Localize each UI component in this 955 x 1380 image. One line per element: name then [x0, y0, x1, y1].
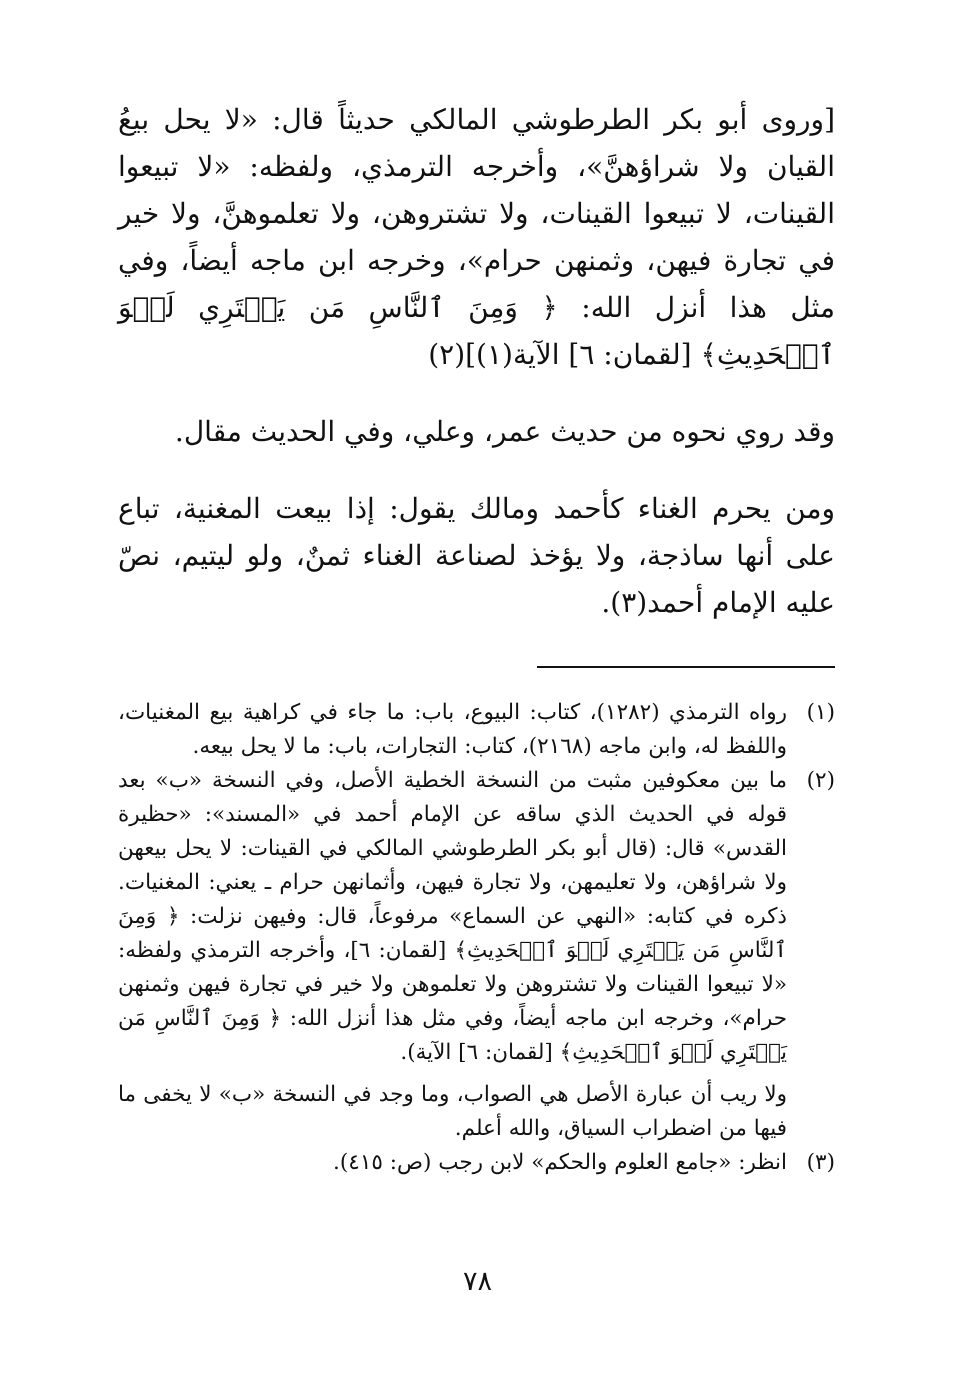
footnote-body	[118, 1146, 787, 1180]
paragraph-1: [وروى أبو بكر الطرطوشي المالكي حديثاً قال: «لا يحل بيعُ القيان ولا شراؤهنَّ»، وأخرجه الترمذي، ولفظه: «لا تبيعوا القينات، لا تبيعوا القينات، ولا تشتروهن، ولا تعلموهنَّ، ولا خير في تجارة فيهن، وثمنهن حرام»، وخرجه ابن ماجه أيضاً، وفي مثل هذا أنزل الله: ﴿ وَمِنَ ٱلنَّاسِ مَن يَشۡتَرِي لَهۡوَ ٱلۡحَدِيثِ﴾ [لقمان: ٦] الآية(١)](٢)	[118, 103, 835, 371]
footnote-separator-wrap	[118, 626, 835, 696]
footnote-1	[118, 696, 835, 764]
footnote-number: (٢)	[806, 768, 835, 793]
footnote-3	[118, 1146, 835, 1180]
page-number: ٧٨	[462, 1266, 492, 1297]
footnotes	[118, 696, 835, 1180]
page-content	[118, 96, 835, 1180]
paragraph-2: وقد روي نحوه من حديث عمر، وعلي، وفي الحديث مقال.	[174, 415, 835, 448]
footnote-number: (٣)	[806, 1150, 835, 1175]
footnote-number: (١)	[806, 700, 835, 725]
footnote-separator	[537, 666, 835, 668]
footnote-body	[118, 696, 787, 764]
main-text	[118, 96, 835, 626]
paragraph-3: ومن يحرم الغناء كأحمد ومالك يقول: إذا بيعت المغنية، تباع على أنها ساذجة، ولا يؤخذ لصناعة الغناء ثمنٌ، ولو ليتيم، نصّ عليه الإمام أحمد(٣).	[118, 492, 835, 619]
footnote-text: رواه الترمذي (١٢٨٢)، كتاب: البيوع، باب: ما جاء في كراهية بيع المغنيات، واللفظ له، وابن ماجه (٢١٦٨)، كتاب: التجارات، باب: ما لا يحل بيعه.	[118, 700, 787, 759]
footnote-extra-text: ولا ريب أن عبارة الأصل هي الصواب، وما وجد في النسخة «ب» لا يخفى ما فيها من اضطراب السياق، والله أعلم.	[118, 1082, 787, 1141]
footnote-text: ما بين معكوفين مثبت من النسخة الخطية الأصل، وفي النسخة «ب» بعد قوله في الحديث الذي ساقه عن الإمام أحمد في «المسند»: «حظيرة القدس» قال: (قال أبو بكر الطرطوشي المالكي في القينات: لا يحل بيعهن ولا شراؤهن، ولا تعليمهن، ولا تجارة فيهن، وأثمانهن حرام ـ يعني: المغنيات. ذكره في كتابه: «النهي عن السماع» مرفوعاً، قال: وفيهن نزلت: ﴿ وَمِنَ ٱلنَّاسِ مَن يَشۡتَرِي لَهۡوَ ٱلۡحَدِيثِ﴾ [لقمان: ٦]، وأخرجه الترمذي ولفظه: «لا تبيعوا القينات ولا تشتروهن ولا تعلموهن ولا خير في تجارة فيهن وثمنهن حرام»، وخرجه ابن ماجه أيضاً، وفي مثل هذا أنزل الله: ﴿ وَمِنَ ٱلنَّاسِ مَن يَشۡتَرِي لَهۡوَ ٱلۡحَدِيثِ﴾ [لقمان: ٦] الآية).	[118, 768, 787, 1065]
footnote-2	[118, 764, 835, 1146]
footnote-body	[118, 764, 787, 1146]
footnote-text: انظر: «جامع العلوم والحكم» لابن رجب (ص: ٤١٥).	[333, 1150, 787, 1175]
